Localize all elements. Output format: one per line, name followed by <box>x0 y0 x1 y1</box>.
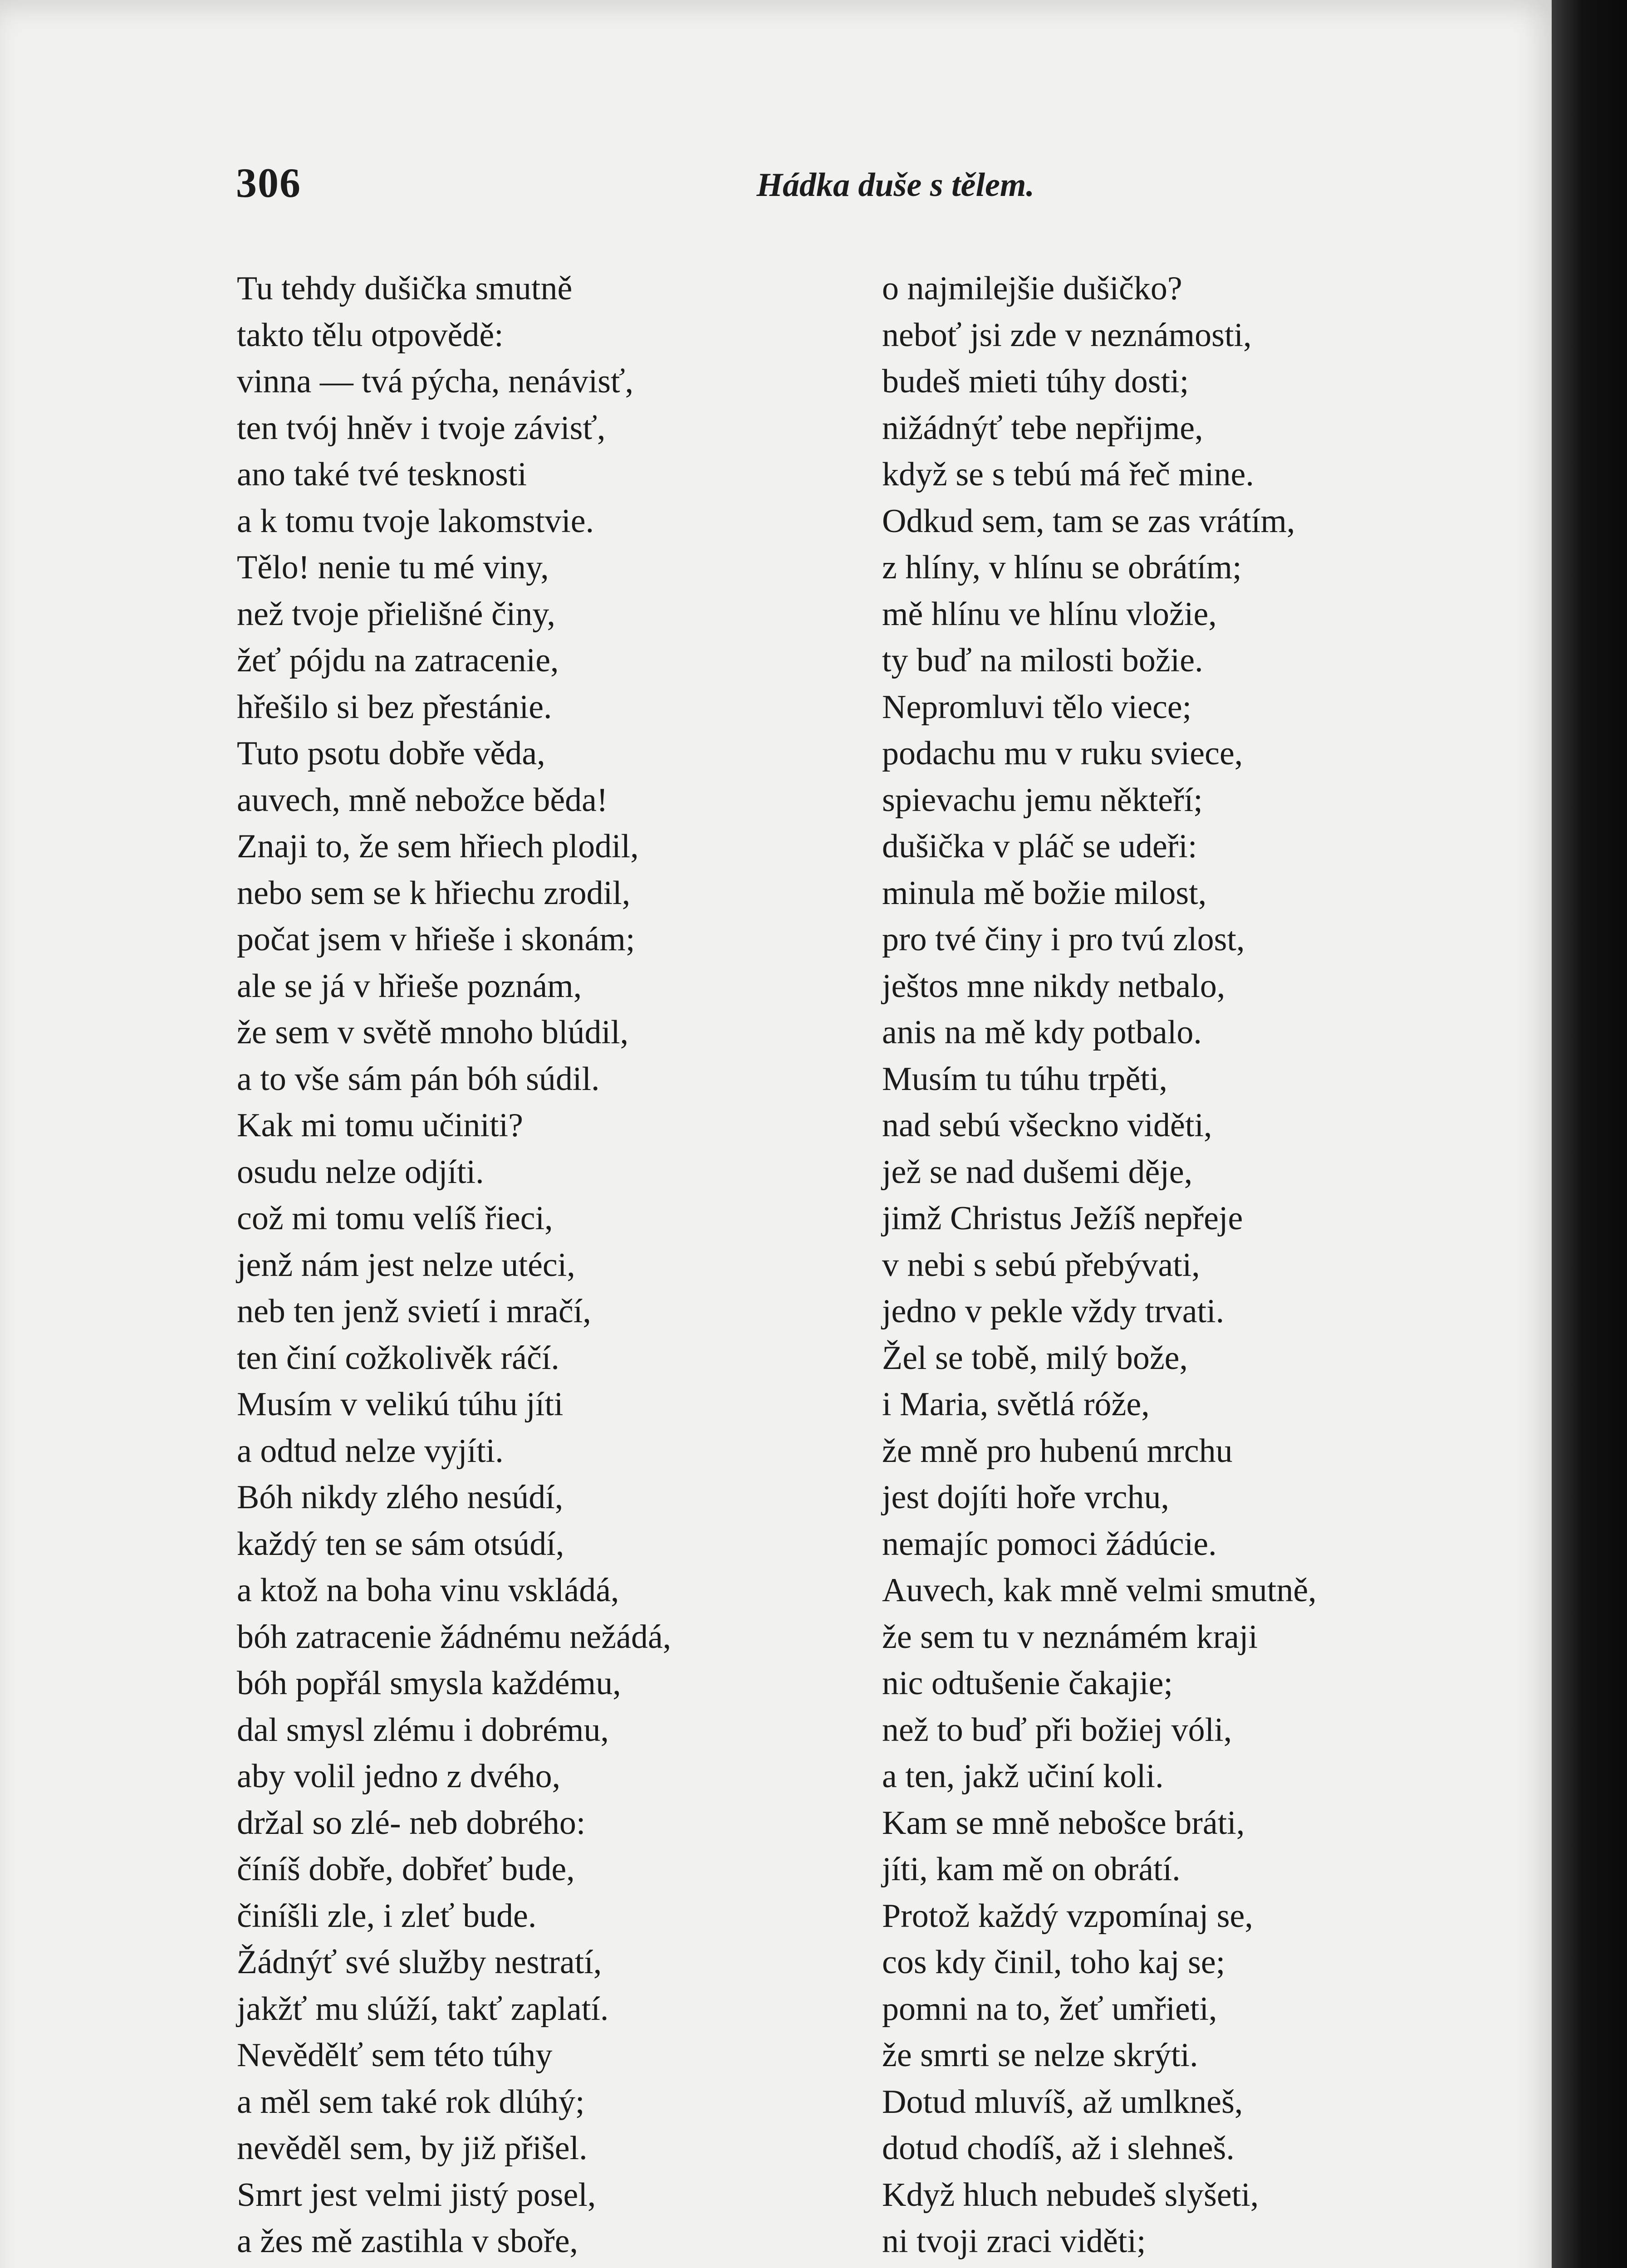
verse-line: Nepromluvi tělo viece; <box>882 688 1192 726</box>
verse-line: dušička v pláč se udeři: <box>882 828 1197 865</box>
verse-line: a to vše sám pán bóh súdil. <box>237 1060 600 1098</box>
verse-line: a ten, jakž učiní koli. <box>882 1758 1164 1795</box>
verse-line: i Maria, světlá róže, <box>882 1386 1150 1423</box>
verse-line: Protož každý vzpomínaj se, <box>882 1897 1253 1935</box>
verse-line: podachu mu v ruku sviece, <box>882 735 1243 772</box>
verse-line: každý ten se sám otsúdí, <box>237 1525 564 1563</box>
verse-line: Kam se mně nebošce bráti, <box>882 1804 1245 1842</box>
verse-line: ano také tvé tesknosti <box>237 456 527 493</box>
verse-line: mě hlínu ve hlínu vložie, <box>882 595 1217 633</box>
verse-line: jakžť mu slúží, takť zaplatí. <box>237 1990 609 2028</box>
verse-line: číníš dobře, dobřeť bude, <box>237 1851 575 1888</box>
verse-line: držal so zlé- neb dobrého: <box>237 1804 586 1842</box>
verse-line: ten tvój hněv i tvoje závisť, <box>237 409 606 447</box>
verse-line: pomni na to, žeť umřieti, <box>882 1990 1217 2028</box>
verse-line: cos kdy činil, toho kaj se; <box>882 1944 1225 1981</box>
verse-line: neb ten jenž svietí i mračí, <box>237 1293 591 1330</box>
verse-line: jimž Christus Ježíš nepřeje <box>882 1200 1243 1237</box>
verse-line: jež se nad dušemi děje, <box>882 1153 1193 1191</box>
verse-line: pro tvé činy i pro tvú zlost, <box>882 921 1245 958</box>
page-number: 306 <box>236 160 301 206</box>
verse-line: Bóh nikdy zlého nesúdí, <box>237 1479 564 1516</box>
verse-line: bóh popřál smysla každému, <box>237 1665 621 1702</box>
verse-line: dotud chodíš, až i slehneš. <box>882 2130 1235 2167</box>
verse-line: hřešilo si bez přestánie. <box>237 688 552 726</box>
verse-line: vinna — tvá pýcha, nenávisť, <box>237 363 634 400</box>
verse-line: Auvech, kak mně velmi smutně, <box>882 1572 1317 1609</box>
verse-line: Tělo! nenie tu mé viny, <box>237 549 549 586</box>
verse-line: a žes mě zastihla v sboře, <box>237 2223 578 2260</box>
verse-line: Dotud mluvíš, až umlkneš, <box>882 2083 1243 2121</box>
running-title: Hádka duše s tělem. <box>756 166 1034 204</box>
verse-line: činíšli zle, i zleť bude. <box>237 1897 537 1935</box>
page-edge-shadow <box>1552 0 1627 2268</box>
verse-line: bóh zatracenie žádnému nežádá, <box>237 1618 671 1656</box>
verse-line: Tuto psotu dobře věda, <box>237 735 545 772</box>
verse-line: nebo sem se k hřiechu zrodil, <box>237 874 631 912</box>
verse-line: minula mě božie milost, <box>882 874 1207 912</box>
left-verse-column <box>237 265 671 2268</box>
verse-line: a měl sem také rok dlúhý; <box>237 2083 585 2121</box>
verse-line: aby volil jedno z dvého, <box>237 1758 561 1795</box>
right-verse-column <box>882 265 1317 2268</box>
verse-line: než to buď při božiej vóli, <box>882 1711 1232 1749</box>
verse-line: ještos mne nikdy netbalo, <box>882 967 1225 1005</box>
verse-line: Žel se tobě, milý bože, <box>882 1339 1188 1377</box>
verse-line: Musím v velikú túhu jíti <box>237 1386 564 1423</box>
verse-line <box>237 2265 671 2268</box>
verse-line: anis na mě kdy potbalo. <box>882 1014 1202 1051</box>
verse-line: osudu nelze odjíti. <box>237 1153 484 1191</box>
verse-line: spievachu jemu někteří; <box>882 781 1203 819</box>
verse-line: jenž nám jest nelze utéci, <box>237 1246 575 1284</box>
verse-line: Musím tu túhu trpěti, <box>882 1060 1167 1098</box>
verse-line: a ktož na boha vinu vskládá, <box>237 1572 619 1609</box>
verse-line: ni tvoji zraci viděti; <box>882 2223 1146 2260</box>
verse-line: nižádnýť tebe nepřijme, <box>882 409 1203 447</box>
verse-line: Tu tehdy dušička smutně <box>237 270 573 307</box>
verse-line: ten činí cožkolivěk ráčí. <box>237 1339 559 1377</box>
verse-line: Odkud sem, tam se zas vrátím, <box>882 502 1295 540</box>
verse-line: ty buď na milosti božie. <box>882 642 1203 679</box>
verse-line: auvech, mně nebožce běda! <box>237 781 608 819</box>
verse-line: jíti, kam mě on obrátí. <box>882 1851 1181 1888</box>
verse-line: nic odtušenie čakajie; <box>882 1665 1173 1702</box>
verse-line: žeť pójdu na zatracenie, <box>237 642 559 679</box>
verse-line <box>882 2265 1317 2268</box>
verse-line: a odtud nelze vyjíti. <box>237 1432 504 1470</box>
verse-line: že sem tu v neznámém kraji <box>882 1618 1258 1656</box>
verse-line: o najmilejšie dušičko? <box>882 270 1182 307</box>
verse-line: budeš mieti túhy dosti; <box>882 363 1189 400</box>
verse-line: a k tomu tvoje lakomstvie. <box>237 502 594 540</box>
verse-line: dal smysl zlému i dobrému, <box>237 1711 609 1749</box>
verse-line: z hlíny, v hlínu se obrátím; <box>882 549 1242 586</box>
verse-line: nevěděl sem, by již přišel. <box>237 2130 588 2167</box>
verse-line: Žádnýť své služby nestratí, <box>237 1944 602 1981</box>
verse-line: v nebi s sebú přebývati, <box>882 1246 1200 1284</box>
running-head <box>236 159 1034 231</box>
verse-line: neboť jsi zde v neznámosti, <box>882 316 1252 354</box>
verse-line: Kak mi tomu učiniti? <box>237 1107 523 1144</box>
verse-line: Když hluch nebudeš slyšeti, <box>882 2176 1259 2214</box>
verse-line: Smrt jest velmi jistý posel, <box>237 2176 596 2214</box>
verse-line: takto tělu otpovědě: <box>237 316 504 354</box>
verse-line: což mi tomu velíš řieci, <box>237 1200 553 1237</box>
verse-line: než tvoje přielišné činy, <box>237 595 556 633</box>
verse-line: že smrti se nelze skrýti. <box>882 2037 1198 2074</box>
verse-line: že sem v světě mnoho blúdil, <box>237 1014 629 1051</box>
verse-line: Nevědělť sem této túhy <box>237 2037 553 2074</box>
verse-line: když se s tebú má řeč mine. <box>882 456 1254 493</box>
verse-line: počat jsem v hřieše i skonám; <box>237 921 635 958</box>
verse-line: že mně pro hubenú mrchu <box>882 1432 1233 1470</box>
verse-line: Znaji to, že sem hřiech plodil, <box>237 828 639 865</box>
verse-line: nemajíc pomoci žádúcie. <box>882 1525 1217 1563</box>
verse-line: ale se já v hřieše poznám, <box>237 967 582 1005</box>
verse-line: jedno v pekle vždy trvati. <box>882 1293 1225 1330</box>
verse-line: jest dojíti hoře vrchu, <box>882 1479 1169 1516</box>
verse-line: nad sebú všeckno viděti, <box>882 1107 1212 1144</box>
